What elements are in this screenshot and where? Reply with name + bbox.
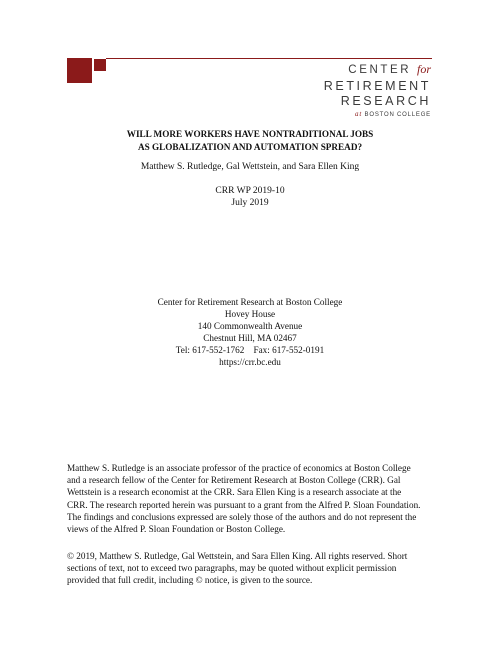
title-line-2: AS GLOBALIZATION AND AUTOMATION SPREAD? — [137, 142, 363, 152]
logo-rule — [106, 58, 432, 59]
copyright-line: © 2019, Matthew S. Rutledge, Gal Wettstein, and Sara Ellen King. All rights reserved. Short — [67, 551, 408, 561]
crr-logo — [324, 63, 431, 118]
bio-line: Matthew S. Rutledge is an associate professor of the practice of economics at Boston College — [67, 463, 411, 473]
logo-retirement-text: RETIREMENT — [323, 78, 431, 93]
working-paper-date: July 2019 — [231, 198, 269, 208]
copyright-line: provided that full credit, including © notice, is given to the source. — [67, 575, 313, 586]
author-bio — [67, 462, 447, 535]
address-url: https://crr.bc.edu — [219, 357, 281, 367]
bio-line: and a research fellow of the Center for Retirement Research at Boston College (CRR). Gal — [67, 475, 401, 486]
copyright-notice — [67, 550, 447, 587]
logo-boston-college-text: BOSTON COLLEGE — [364, 111, 431, 118]
title-line-1: WILL MORE WORKERS HAVE NONTRADITIONAL JOBS — [126, 129, 374, 139]
authors: Matthew S. Rutledge, Gal Wettstein, and Sara Ellen King — [140, 162, 360, 172]
address-block — [0, 296, 500, 368]
logo-square-large — [67, 58, 92, 83]
bio-line: CRR. The research reported herein was pursuant to a grant from the Alfred P. Sloan Foundation. — [67, 499, 421, 510]
logo-at-text: at — [355, 109, 363, 118]
logo-line-4 — [324, 111, 431, 118]
address-phone-fax: Tel: 617-552-1762 Fax: 617-552-0191 — [175, 345, 325, 355]
address-building: Hovey House — [224, 309, 276, 319]
address-city: Chestnut Hill, MA 02467 — [203, 333, 297, 343]
logo-research-text: RESEARCH — [340, 94, 431, 108]
working-paper-number: CRR WP 2019-10 — [215, 186, 285, 196]
bio-line: views of the Alfred P. Sloan Foundation or Boston College. — [67, 524, 286, 535]
copyright-line: sections of text, not to exceed two paragraphs, may be quoted without explicit permission — [67, 563, 397, 574]
logo-center-text: CENTER — [348, 64, 412, 76]
working-paper-info — [0, 185, 500, 209]
logo-square-small — [94, 59, 106, 71]
paper-title — [0, 128, 500, 154]
logo-line-1 — [324, 63, 431, 77]
logo-for-text: for — [416, 62, 431, 76]
bio-line: The findings and conclusions expressed are solely those of the authors and do not represent the — [67, 511, 417, 522]
address-org: Center for Retirement Research at Boston College — [157, 297, 343, 307]
bio-line: Wettstein is a research economist at the CRR. Sara Ellen King is a research associate at the — [67, 487, 402, 498]
address-street: 140 Commonwealth Avenue — [197, 321, 303, 331]
